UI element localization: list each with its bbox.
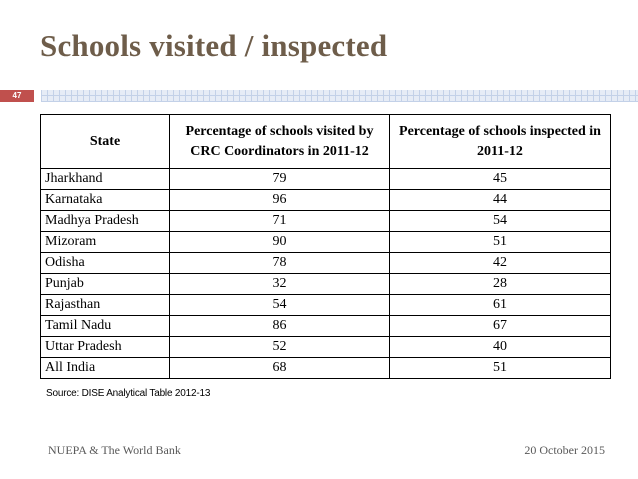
state-cell: Odisha (41, 253, 170, 274)
header-state: State (41, 115, 170, 169)
crc-visited-cell: 71 (170, 211, 390, 232)
table-row (41, 337, 611, 358)
state-cell: All India (41, 358, 170, 379)
table-row (41, 190, 611, 211)
inspected-cell: 51 (390, 358, 611, 379)
state-cell: Uttar Pradesh (41, 337, 170, 358)
inspected-cell: 44 (390, 190, 611, 211)
table-row (41, 232, 611, 253)
crc-visited-cell: 86 (170, 316, 390, 337)
inspected-cell: 54 (390, 211, 611, 232)
state-cell: Karnataka (41, 190, 170, 211)
data-table (40, 114, 611, 379)
inspected-cell: 61 (390, 295, 611, 316)
state-cell: Rajasthan (41, 295, 170, 316)
table-row (41, 211, 611, 232)
crc-visited-cell: 68 (170, 358, 390, 379)
crc-visited-cell: 96 (170, 190, 390, 211)
crc-visited-cell: 32 (170, 274, 390, 295)
table-row (41, 169, 611, 190)
inspected-cell: 45 (390, 169, 611, 190)
state-cell: Mizoram (41, 232, 170, 253)
header-inspected: Percentage of schools inspected in 2011-12 (390, 115, 611, 169)
crc-visited-cell: 90 (170, 232, 390, 253)
source-note: Source: DISE Analytical Table 2012-13 (46, 388, 211, 399)
slide-title: Schools visited / inspected (40, 28, 388, 63)
crc-visited-cell: 54 (170, 295, 390, 316)
inspected-cell: 51 (390, 232, 611, 253)
crc-visited-cell: 78 (170, 253, 390, 274)
state-cell: Madhya Pradesh (41, 211, 170, 232)
inspected-cell: 40 (390, 337, 611, 358)
footer-organization: NUEPA & The World Bank (48, 443, 181, 457)
table-row (41, 358, 611, 379)
inspected-cell: 42 (390, 253, 611, 274)
crc-visited-cell: 79 (170, 169, 390, 190)
table-row (41, 253, 611, 274)
inspected-cell: 28 (390, 274, 611, 295)
state-cell: Jharkhand (41, 169, 170, 190)
crc-visited-cell: 52 (170, 337, 390, 358)
table-row (41, 295, 611, 316)
table-row (41, 274, 611, 295)
inspected-cell: 67 (390, 316, 611, 337)
title-decoration-band (41, 90, 638, 102)
state-cell: Punjab (41, 274, 170, 295)
header-crc-visited: Percentage of schools visited by CRC Coordinators in 2011-12 (170, 115, 390, 169)
table-header-row (41, 115, 611, 169)
state-cell: Tamil Nadu (41, 316, 170, 337)
table-row (41, 316, 611, 337)
slide-number-badge: 47 (0, 90, 34, 102)
footer-date: 20 October 2015 (524, 443, 605, 457)
